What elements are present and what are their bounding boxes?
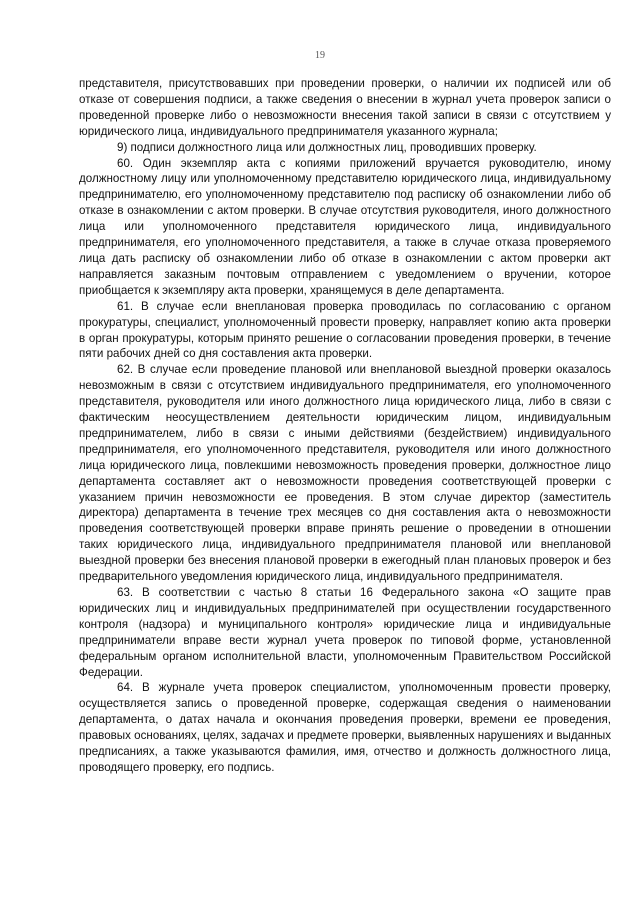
page-number: 19: [315, 50, 325, 61]
paragraph-item-64: 64. В журнале учета проверок специалистом, уполномоченным провести проверку, осуществляется запись о проведенной проверке, содержащая сведения о наименовании департамента, о датах начала и окончания проведения проверки, времени ее проведения, правовых основаниях, целях, задачах и предмете проверки, выявленных нарушениях и выданных предписаниях, а также указываются фамилия, имя, отчество и должность должностного лица, проводящего проверку, его подпись.: [79, 681, 611, 774]
document-body: [79, 76, 611, 776]
paragraph-item-63: 63. В соответствии с частью 8 статьи 16 Федерального закона «О защите прав юридических лиц и индивидуальных предпринимателей при осуществлении государственного контроля (надзора) и муниципального контроля» юридические лица и индивидуальные предприниматели вправе вести журнал учета проверок по типовой форме, установленной федеральным органом исполнительной власти, уполномоченным Правительством Российской Федерации.: [79, 586, 611, 679]
paragraph-item-62: 62. В случае если проведение плановой или внеплановой выездной проверки оказалось невозможным в связи с отсутствием индивидуального предпринимателя, его уполномоченного представителя, руководителя или иного должностного лица юридического лица, либо в связи с фактическим неосуществлением деятельности юридическим лицом, индивидуальным предпринимателем, либо в связи с иными действиями (бездействием) индивидуального предпринимателя, его уполномоченного представителя, руководителя или иного должностного лица юридического лица, повлекшими невозможность проведения проверки, должностное лицо департамента составляет акт о невозможности проведения соответствующей проверки с указанием причин невозможности ее проведения. В этом случае директор (заместитель директора) департамента в течение трех месяцев со дня составления акта о невозможности проведения соответствующей проверки вправе принять решение о проведении в отношении таких юридического лица, индивидуального предпринимателя плановой или внеплановой выездной проверки без внесения плановой проверки в ежегодный план плановых проверок и без предварительного уведомления юридического лица, индивидуального предпринимателя.: [79, 363, 611, 584]
paragraph-item-60: 60. Один экземпляр акта с копиями приложений вручается руководителю, иному должностному лицу или уполномоченному представителю юридического лица, индивидуальному предпринимателю, его уполномоченному представителю под расписку об ознакомлении либо об отказе в ознакомлении с актом проверки. В случае отсутствия руководителя, иного должностного лица или уполномоченного представителя юридического лица, индивидуального предпринимателя, его уполномоченного представителя, а также в случае отказа проверяемого лица дать расписку об ознакомлении либо об отказе в ознакомлении с актом проверки акт направляется заказным почтовым отправлением с уведомлением о вручении, которое приобщается к экземпляру акта проверки, хранящемуся в деле департамента.: [79, 156, 611, 297]
paragraph-continuation: представителя, присутствовавших при проведении проверки, о наличии их подписей или об отказе от совершения подписи, а также сведения о внесении в журнал учета проверок записи о проведенной проверке либо о невозможности внесения такой записи в связи с отсутствием у юридического лица, индивидуального предпринимателя указанного журнала;: [79, 77, 611, 138]
paragraph-item-9: 9) подписи должностного лица или должностных лиц, проводивших проверку.: [117, 140, 537, 154]
paragraph-item-61: 61. В случае если внеплановая проверка проводилась по согласованию с органом прокуратуры, специалист, уполномоченный провести проверку, направляет копию акта проверки в орган прокуратуры, которым принято решение о согласовании проведения проверки, в течение пяти рабочих дней со дня составления акта проверки.: [79, 299, 611, 361]
